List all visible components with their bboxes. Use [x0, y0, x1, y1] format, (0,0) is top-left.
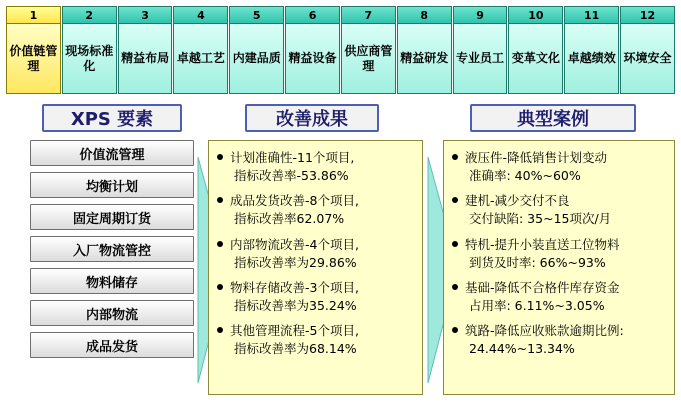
- strip-column-number: 3: [118, 6, 173, 24]
- strip-column-3[interactable]: [118, 6, 173, 94]
- strip-column-label: 变革文化: [508, 24, 563, 94]
- result-line1: 成品发货改善-8个项目,: [230, 193, 359, 209]
- case-item: [452, 236, 666, 272]
- bullet-dot-icon: [217, 284, 223, 290]
- result-line2: 指标改善率-53.86%: [234, 168, 349, 184]
- strip-column-label: 环境安全: [620, 24, 675, 94]
- result-line1: 计划准确性-11个项目,: [230, 150, 355, 165]
- result-item: [217, 149, 414, 185]
- result-line2: 指标改善率为35.24%: [234, 297, 357, 313]
- strip-column-12[interactable]: [620, 6, 675, 94]
- strip-column-1[interactable]: [6, 6, 61, 94]
- strip-column-number: 11: [564, 6, 619, 24]
- bullet-dot-icon: [452, 284, 458, 290]
- case-line2: 到货及时率: 66%~93%: [469, 254, 606, 270]
- strip-column-number: 12: [620, 6, 675, 24]
- case-line1: 基础-降低不合格件库存资金: [465, 279, 620, 295]
- bullet-dot-icon: [452, 327, 458, 333]
- strip-column-label: 精益布局: [118, 24, 173, 94]
- strip-column-label: 卓越绩效: [564, 24, 619, 94]
- xps-element-item[interactable]: 成品发货: [30, 332, 194, 358]
- case-line1: 液压件-降低销售计划变动: [465, 150, 608, 165]
- strip-column-label: 精益设备: [285, 24, 340, 94]
- strip-column-9[interactable]: [453, 6, 508, 94]
- xps-element-item[interactable]: 固定周期订货: [30, 204, 194, 230]
- strip-column-label: 卓越工艺: [173, 24, 228, 94]
- result-line1: 其他管理流程-5个项目,: [230, 323, 359, 338]
- xps-element-item[interactable]: 价值流管理: [30, 140, 194, 166]
- strip-column-number: 5: [229, 6, 284, 24]
- case-line1: 筑路-降低应收账款逾期比例:: [465, 323, 624, 338]
- xps-element-item[interactable]: 均衡计划: [30, 172, 194, 198]
- result-item: [217, 279, 414, 315]
- xps-element-list: [30, 140, 194, 358]
- case-line2: 准确率: 40%~60%: [469, 168, 581, 184]
- strip-column-4[interactable]: [173, 6, 228, 94]
- result-line1: 物料存储改善-3个项目,: [230, 279, 359, 295]
- result-item: [217, 192, 414, 228]
- bullet-dot-icon: [452, 154, 458, 160]
- strip-column-label: 内建品质: [229, 24, 284, 94]
- strip-column-number: 9: [453, 6, 508, 24]
- case-item: [452, 279, 666, 315]
- bullet-dot-icon: [217, 154, 223, 160]
- bullet-dot-icon: [452, 241, 458, 247]
- result-line2: 指标改善率62.07%: [234, 211, 345, 227]
- header-xps-elements: XPS 要素: [42, 104, 182, 132]
- strip-column-number: 8: [397, 6, 452, 24]
- case-line2: 交付缺陷: 35~15项次/月: [469, 211, 612, 227]
- case-line2: 24.44%~13.34%: [469, 341, 575, 357]
- xps-element-item[interactable]: 内部物流: [30, 300, 194, 326]
- result-item: [217, 322, 414, 358]
- strip-column-number: 7: [341, 6, 396, 24]
- strip-column-label: 价值链管理: [6, 24, 61, 94]
- header-improvement-results: 改善成果: [245, 104, 379, 132]
- result-line2: 指标改善率为29.86%: [234, 254, 357, 270]
- case-item: [452, 192, 666, 228]
- strip-column-number: 4: [173, 6, 228, 24]
- strip-column-number: 10: [508, 6, 563, 24]
- strip-column-8[interactable]: [397, 6, 452, 94]
- xps-element-item[interactable]: 入厂物流管控: [30, 236, 194, 262]
- case-item: [452, 149, 666, 185]
- case-line2: 占用率: 6.11%~3.05%: [469, 297, 605, 313]
- improvement-results-panel: [208, 140, 423, 395]
- strip-column-label: 专业员工: [453, 24, 508, 94]
- bullet-dot-icon: [217, 241, 223, 247]
- result-line2: 指标改善率为68.14%: [234, 341, 357, 357]
- case-item: [452, 322, 666, 358]
- bullet-dot-icon: [217, 327, 223, 333]
- typical-cases-panel: [443, 140, 675, 395]
- value-chain-strip: [6, 6, 675, 94]
- strip-column-2[interactable]: [62, 6, 117, 94]
- strip-column-number: 6: [285, 6, 340, 24]
- case-line1: 特机-提升小装直送工位物料: [465, 236, 620, 252]
- strip-column-10[interactable]: [508, 6, 563, 94]
- strip-column-7[interactable]: [341, 6, 396, 94]
- strip-column-6[interactable]: [285, 6, 340, 94]
- header-typical-cases: 典型案例: [470, 104, 636, 132]
- strip-column-label: 现场标准化: [62, 24, 117, 94]
- bullet-dot-icon: [452, 197, 458, 203]
- strip-column-label: 精益研发: [397, 24, 452, 94]
- xps-element-item[interactable]: 物料储存: [30, 268, 194, 294]
- strip-column-number: 1: [6, 6, 61, 24]
- strip-column-label: 供应商管理: [341, 24, 396, 94]
- result-line1: 内部物流改善-4个项目,: [230, 236, 359, 252]
- result-item: [217, 236, 414, 272]
- bullet-dot-icon: [217, 197, 223, 203]
- strip-column-11[interactable]: [564, 6, 619, 94]
- strip-column-number: 2: [62, 6, 117, 24]
- case-line1: 建机-减少交付不良: [465, 193, 570, 209]
- strip-column-5[interactable]: [229, 6, 284, 94]
